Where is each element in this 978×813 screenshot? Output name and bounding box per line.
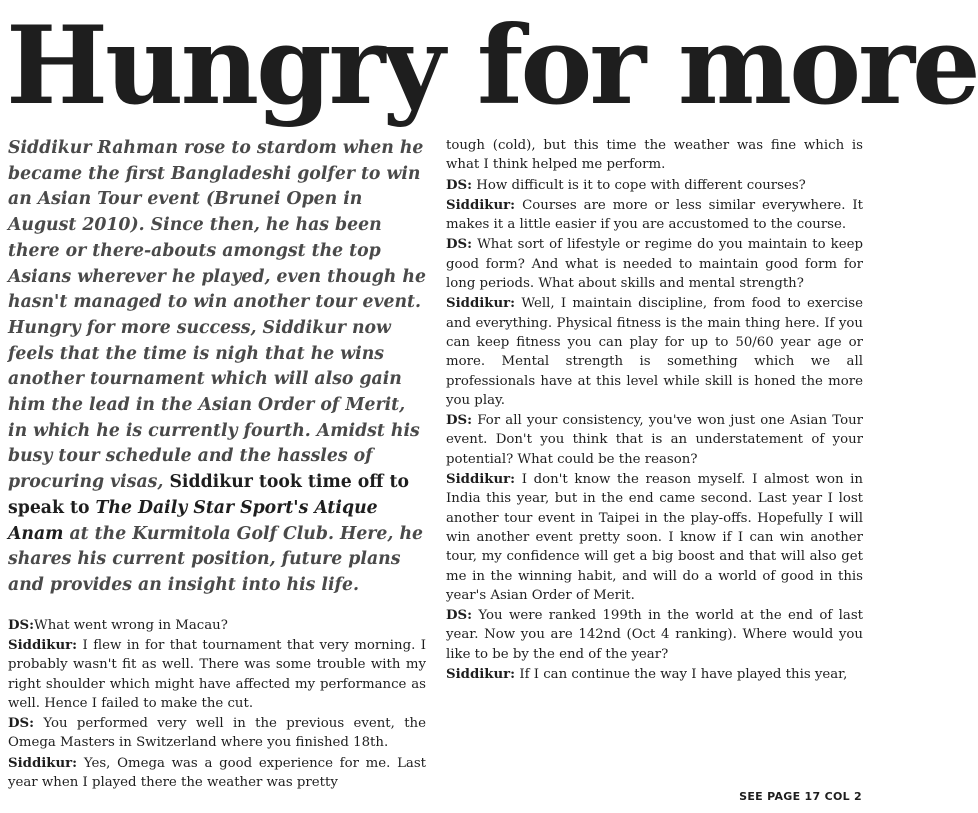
speaker-label: Siddikur:	[446, 197, 516, 213]
qa-text: What sort of lifestyle or regime do you maintain to keep good form? And what is needed to maintain good form for long periods. What about skills and mental strength?	[446, 237, 863, 292]
qa-text: What went wrong in Macau?	[34, 617, 228, 633]
speaker-label: Siddikur:	[446, 296, 516, 312]
qa-continuation: tough (cold), but this time the weather was fine which is what I think helped me perform.	[446, 138, 863, 173]
headline: Hungry for more	[6, 3, 978, 129]
qa-text: I flew in for that tournament that very morning. I probably wasn't fit as well. There was some trouble with my right shoulder which might have affected my performance as well. Hence I failed to make the cut.	[8, 637, 426, 711]
continuation-footer: SEE PAGE 17 COL 2	[739, 790, 862, 803]
qa-paragraph	[446, 606, 863, 664]
qa-paragraph	[446, 470, 863, 605]
speaker-label: Siddikur:	[8, 755, 78, 771]
qa-paragraph	[8, 636, 426, 713]
speaker-label: DS:	[446, 177, 473, 193]
qa-text: You were ranked 199th in the world at the end of last year. Now you are 142nd (Oct 4 ranking). Where would you like to be by the end of the year?	[446, 608, 863, 662]
speaker-label: DS:	[8, 617, 35, 633]
intro-paragraph	[8, 136, 426, 599]
qa-paragraph	[8, 714, 426, 753]
speaker-label: Siddikur:	[8, 637, 78, 653]
intro-text-2: took time off to speak to	[8, 472, 409, 518]
qa-paragraph	[446, 294, 863, 410]
intro-text-3: at the Kurmitola Golf Club. Here, he shares his current position, future plans and provides an insight into his life.	[8, 523, 423, 595]
qa-text: I don't know the reason myself. I almost won in India this year, but in the end came second. Last year I lost another tour event in Taipei in the play-offs. Hopefully I will win another event pretty soon. I know if I can win another tour, my confidence will get a big boost and that will also get me in the winning habit, and will do a world of good in this year's Asian Order of Merit.	[446, 472, 863, 603]
qa-paragraph	[446, 411, 863, 469]
qa-paragraph	[8, 754, 426, 793]
qa-text: You performed very well in the previous event, the Omega Masters in Switzerland where you finished 18th.	[8, 716, 426, 751]
intro-text-1: Siddikur Rahman rose to stardom when he became the first Bangladeshi golfer to win an Asian Tour event (Brunei Open in August 2010). Since then, he has been there or there-abouts amongst the top Asians wherever he played, even though he hasn't managed to win another tour event. Hungry for more success, Siddikur now feels that the time is nigh that he wins another tournament which will also gain him the lead in the Asian Order of Merit, in which he is currently fourth. Amidst his busy tour schedule and the hassles of procuring visas,	[8, 138, 426, 493]
intro-publication: The Daily Star Sport's Atique Anam	[8, 497, 378, 544]
qa-paragraph	[446, 665, 863, 684]
left-column	[8, 136, 426, 793]
speaker-label: Siddikur:	[446, 472, 516, 488]
qa-paragraph	[446, 176, 863, 195]
qa-paragraph	[446, 235, 863, 293]
qa-text: Courses are more or less similar everywhere. It makes it a little easier if you are accustomed to the course.	[446, 197, 863, 233]
qa-text: How difficult is it to cope with different courses?	[472, 177, 806, 193]
qa-paragraph	[8, 616, 426, 635]
qa-text: For all your consistency, you've won just one Asian Tour event. Don't you think that is an understatement of your potential? What could be the reason?	[446, 413, 863, 467]
qa-text: Well, I maintain discipline, from food to exercise and everything. Physical fitness is the main thing here. If you can keep fitness you can play for up to 50/60 year age or more. Mental strength is something which we all professionals have at this level while skill is honed the more you play.	[446, 296, 863, 408]
right-column	[446, 136, 863, 685]
qa-paragraph	[446, 196, 863, 235]
speaker-label: DS:	[8, 716, 35, 732]
intro-subject-name: Siddikur	[169, 472, 253, 493]
speaker-label: DS:	[446, 608, 473, 624]
speaker-label: Siddikur:	[446, 667, 516, 683]
qa-text: Yes, Omega was a good experience for me. Last year when I played there the weather was pretty	[8, 755, 426, 791]
qa-text: If I can continue the way I have played this year,	[515, 667, 848, 683]
speaker-label: DS:	[446, 413, 473, 429]
speaker-label: DS:	[446, 237, 473, 253]
